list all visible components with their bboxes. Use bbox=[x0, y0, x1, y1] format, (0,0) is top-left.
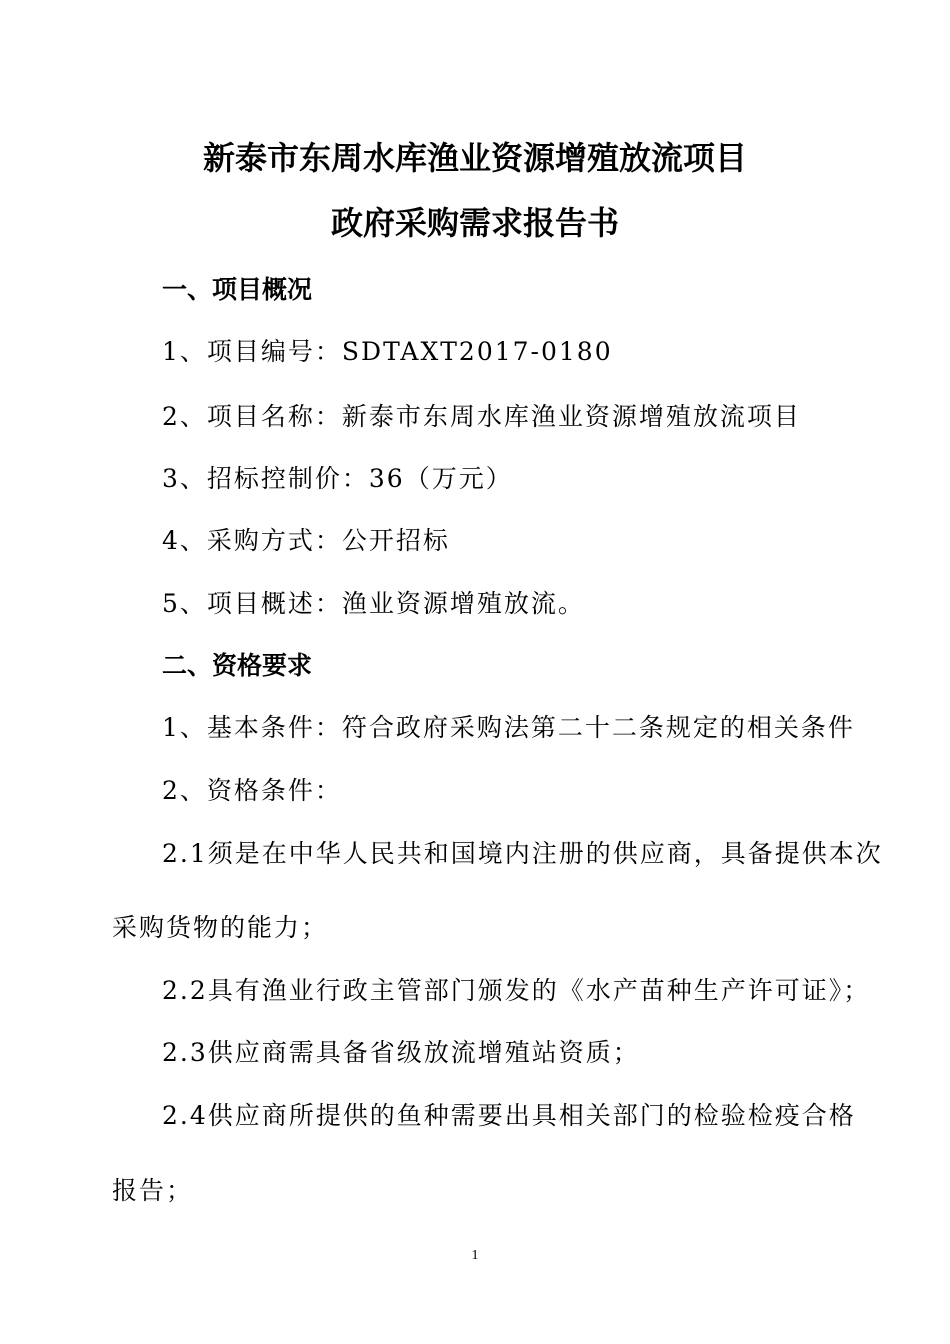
section-heading-overview: 一、项目概况 bbox=[162, 275, 313, 304]
document-subtitle: 政府采购需求报告书 bbox=[330, 204, 619, 242]
qualification-conditions-label: 2、资格条件： bbox=[162, 776, 342, 805]
qualification-2-1-line2: 采购货物的能力； bbox=[112, 913, 329, 942]
qualification-2-1-line1: 2.1须是在中华人民共和国境内注册的供应商，具备提供本次 bbox=[162, 839, 883, 868]
overview-item-procurement-method: 4、采购方式：公开招标 bbox=[162, 526, 450, 555]
qualification-2-2: 2.2具有渔业行政主管部门颁发的《水产苗种生产许可证》； bbox=[162, 976, 871, 1005]
qualification-basic-conditions: 1、基本条件：符合政府采购法第二十二条规定的相关条件 bbox=[162, 713, 855, 742]
qualification-2-4-line1: 2.4供应商所提供的鱼种需要出具相关部门的检验检疫合格 bbox=[162, 1101, 856, 1130]
section-heading-qualification: 二、资格要求 bbox=[162, 651, 313, 680]
qualification-2-4-line2: 报告； bbox=[112, 1176, 194, 1205]
overview-item-control-price: 3、招标控制价：36（万元） bbox=[162, 464, 513, 493]
qualification-2-3: 2.3供应商需具备省级放流增殖站资质； bbox=[162, 1038, 640, 1067]
page-number: 1 bbox=[471, 1248, 479, 1263]
overview-item-project-number: 1、项目编号：SDTAXT2017-0180 bbox=[162, 337, 613, 366]
overview-item-summary: 5、项目概述：渔业资源增殖放流。 bbox=[162, 589, 585, 618]
document-title: 新泰市东周水库渔业资源增殖放流项目 bbox=[202, 139, 747, 177]
overview-item-project-name: 2、项目名称：新泰市东周水库渔业资源增殖放流项目 bbox=[162, 402, 801, 431]
